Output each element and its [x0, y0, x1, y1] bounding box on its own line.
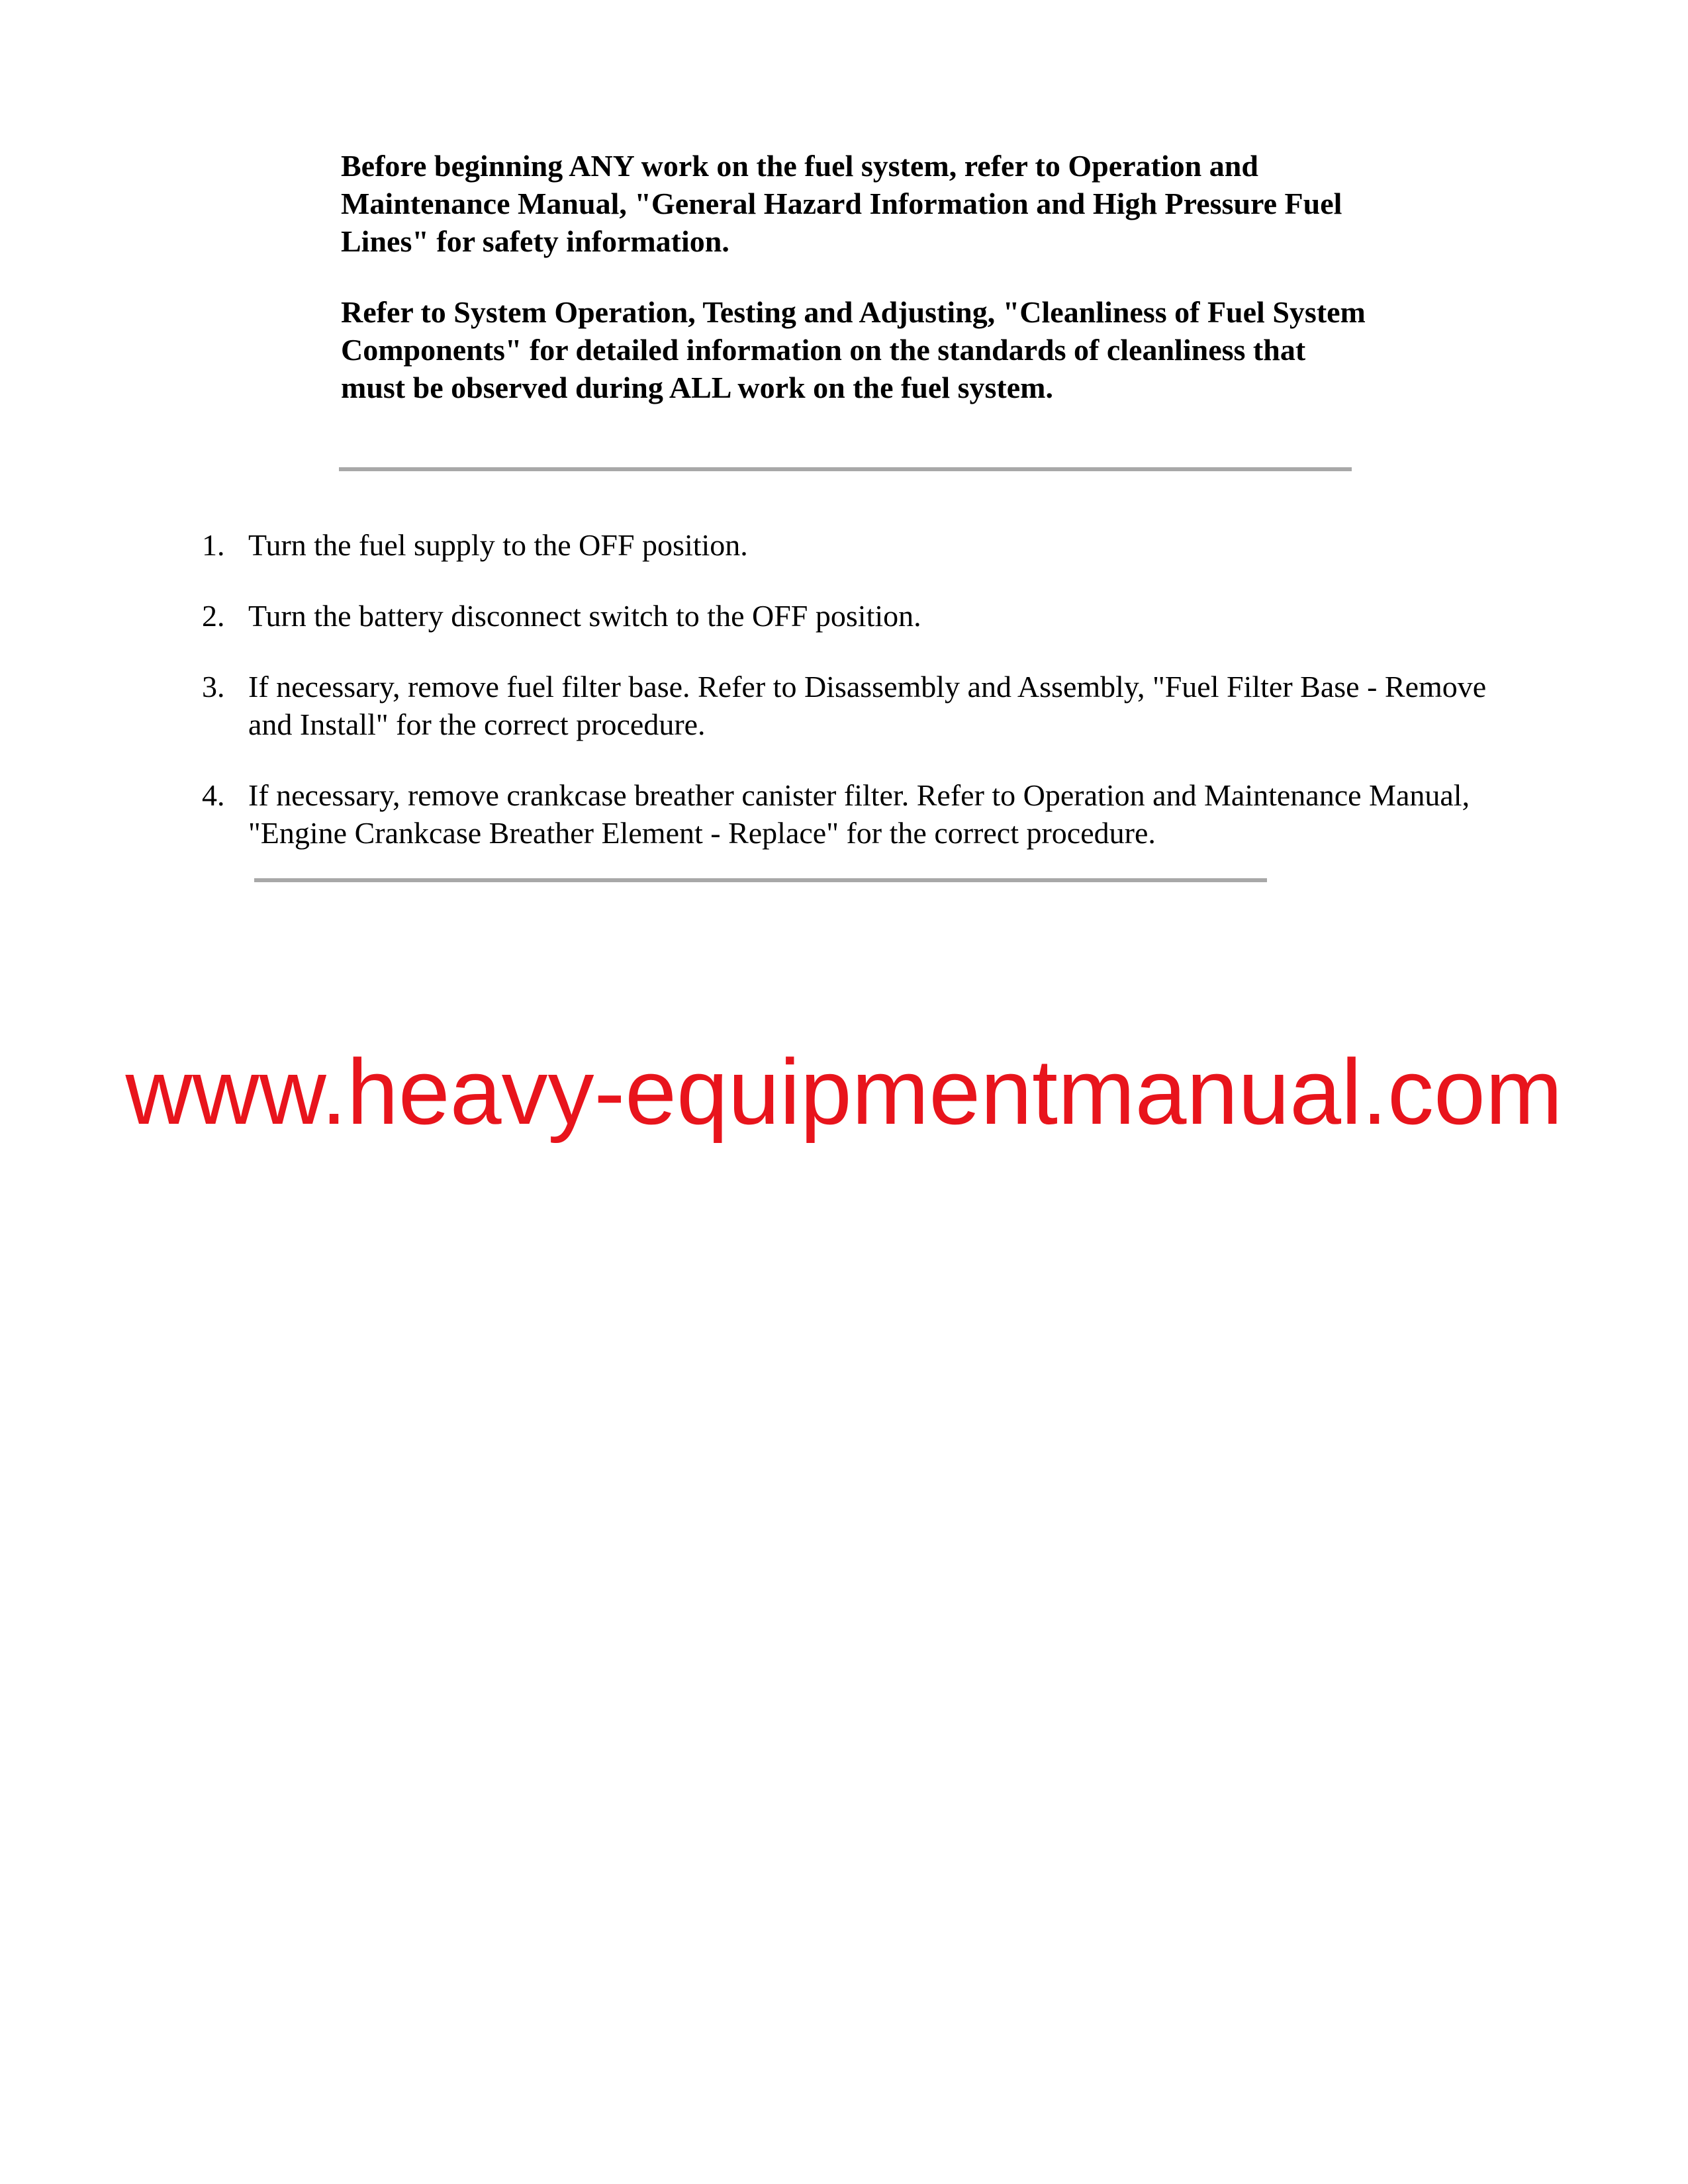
divider-bottom [254, 878, 1267, 882]
step-text: Turn the fuel supply to the OFF position. [248, 528, 748, 562]
step-text: If necessary, remove crankcase breather canister filter. Refer to Operation and Maintenance Manual, "Engine Crankcase Breather Element - Replace" for the correct procedure. [248, 778, 1470, 850]
warning-general-hazard: Before beginning ANY work on the fuel system, refer to Operation and Maintenance Manual, "General Hazard Information and High Pressure Fuel Lines" for safety information. [341, 149, 1342, 258]
step-item [202, 526, 1493, 564]
warning-cleanliness: Refer to System Operation, Testing and Adjusting, "Cleanliness of Fuel System Components" for detailed information on the standards of cleanliness that must be observed during ALL work on the fuel system. [341, 295, 1366, 404]
step-item [202, 776, 1493, 852]
step-number: 4. [202, 778, 225, 812]
divider-top [339, 467, 1352, 471]
step-number: 1. [202, 528, 225, 562]
step-number: 2. [202, 599, 225, 633]
safety-notes [341, 147, 1374, 406]
procedure-steps [202, 526, 1493, 885]
step-text: Turn the battery disconnect switch to the OFF position. [248, 599, 921, 633]
step-number: 3. [202, 670, 225, 704]
step-item [202, 668, 1493, 743]
step-item [202, 597, 1493, 635]
step-text: If necessary, remove fuel filter base. Refer to Disassembly and Assembly, "Fuel Filter Base - Remove and Install" for the correct procedure. [248, 670, 1487, 741]
watermark-url: www.heavy-equipmentmanual.com [125, 1040, 1563, 1144]
